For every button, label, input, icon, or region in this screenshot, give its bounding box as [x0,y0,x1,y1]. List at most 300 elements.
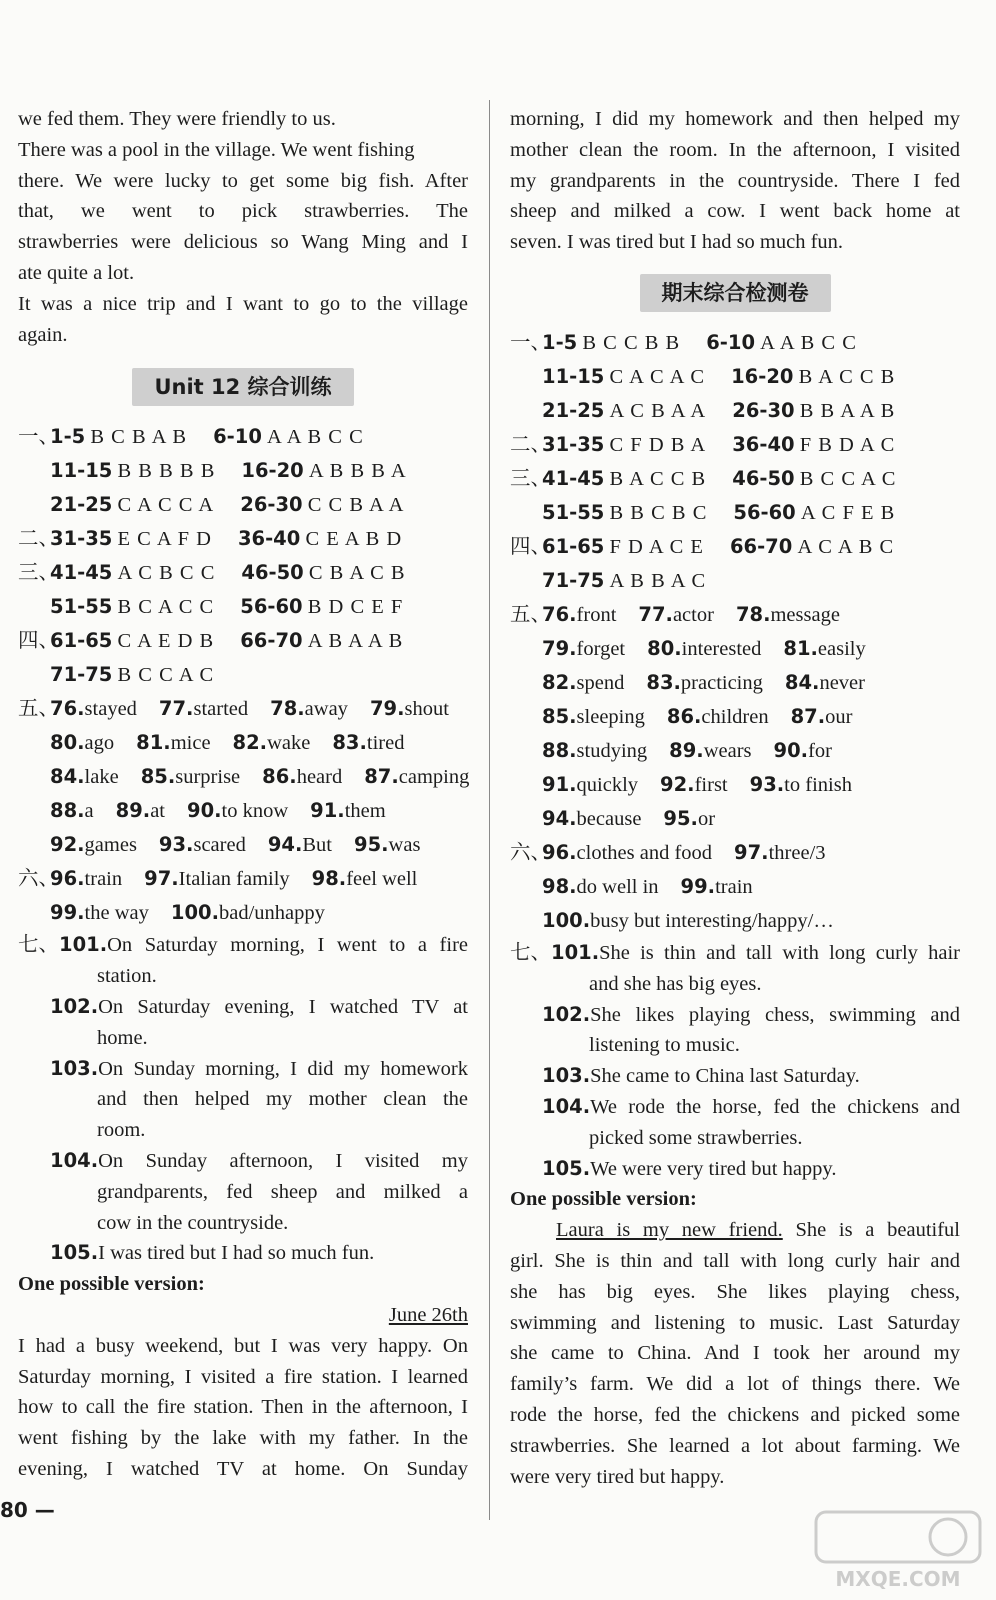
question-number: 80. [647,636,682,660]
sentence-answer [18,1054,468,1146]
question-number: 99. [50,901,85,925]
final-header-wrap [510,274,960,318]
answer-text: She is thin and tall with long curly hair [599,941,960,964]
question-range: 51-55 [50,595,113,619]
answer-text: But [302,834,332,857]
page-number: 80 — [0,1498,55,1522]
answer-row [510,632,960,666]
final-sentences [510,938,960,1184]
question-range: 26-30 [240,493,303,517]
answer-letters: C A C C A [117,494,215,517]
text-line [510,1030,960,1061]
question-number: 76. [542,602,577,626]
text-line: that, we went to pick strawberries. The [18,200,468,223]
section-prefix [18,1177,50,1208]
answer-letters: A A B C C [760,331,857,354]
answer-text: for [808,739,832,762]
answer-letters: F B D A C [799,433,896,456]
section-prefix: 四、 [18,630,59,653]
text-line [18,1115,468,1146]
answer-row [510,326,960,360]
unit12-multiple-choice [18,420,468,692]
answer-letters: B A C C B [609,467,707,490]
text-line: morning, I did my homework and then helped my [510,108,960,130]
answer-text: sleeping [576,705,645,728]
question-number: 94. [542,806,577,830]
answer-row [510,666,960,700]
answer-text: busy but interesting/happy/… [590,909,834,932]
section-prefix: 六、 [18,868,59,891]
question-number [50,961,97,992]
question-range: 16-20 [731,364,794,388]
answer-letters: B C C B B [582,331,681,354]
answer-text: cow in the countryside. [97,1211,289,1234]
answer-text: wears [703,739,752,762]
answer-text: because [576,807,642,830]
question-number: 91. [542,772,577,796]
answer-row [510,768,960,802]
text-line [18,1146,468,1177]
text-line: girl. She is thin and tall with long curly hair and [510,1249,960,1272]
text-line: family’s farm. We did a lot of things there. We [510,1373,960,1396]
question-range: 36-40 [237,527,301,551]
answer-text: Italian family [178,868,290,891]
question-number: 77. [158,697,194,721]
text-line: were very tired but happy. [510,1465,725,1488]
answer-text: feel well [346,868,418,891]
question-number: 85. [140,765,176,789]
answer-text: never [819,671,865,694]
answer-text: On Saturday evening, I watched TV at [98,995,468,1018]
answer-text: games [84,834,137,857]
answer-letters: A B B B A [308,460,407,483]
left-intro-paragraph [18,104,468,350]
answer-letters: A C B C C [117,562,216,585]
question-number: 93. [749,772,785,796]
question-range: 71-75 [542,568,605,592]
section-prefix: 七、 [510,941,551,964]
answer-letters: C A C A C [609,365,706,388]
final-essay [510,1246,960,1492]
text-line: I had a busy weekend, but I was very happy. On [18,1334,468,1357]
answer-text: the way [84,902,149,925]
text-line: Saturday morning, I visited a fire station. I learned [18,1365,468,1388]
question-range: 56-60 [733,500,796,524]
text-line [18,930,468,961]
question-range: 61-65 [50,629,113,653]
text-line: she came to China. And I took her around my [510,1342,960,1365]
text-line: how to call the fire station. Then in the afternoon, I [18,1396,468,1419]
final-version-label: One possible version: [510,1188,697,1211]
essay-date-text: June 26th [388,1303,468,1326]
answer-text: clothes and food [576,841,713,864]
answer-text: a [84,800,94,823]
answer-row [510,496,960,530]
answer-letters: B C C A C [117,664,215,687]
answer-row [18,692,468,726]
sentence-answer [18,930,468,992]
answer-text: listening to music. [589,1034,740,1057]
question-number: 94. [267,833,303,857]
question-number: 105. [542,1156,591,1180]
essay-first-sentence: Laura is my new friend. [556,1219,783,1242]
section-prefix: 五、 [18,698,59,721]
text-line: again. [18,323,68,346]
question-number: 95. [663,806,698,830]
answer-text: On Sunday morning, I did my homework [98,1057,468,1080]
answer-text: We rode the horse, fed the chickens and [590,1095,960,1118]
question-number: 87. [364,765,399,789]
sentence-answer [18,992,468,1054]
answer-text: mice [170,732,211,755]
watermark-logo [814,1510,982,1592]
question-number: 89. [669,738,704,762]
question-number: 102. [50,994,99,1018]
question-number: 80. [50,731,85,755]
answer-text: started [193,698,249,721]
question-number: 96. [542,840,577,864]
section-prefix [18,961,50,992]
answer-text: surprise [175,766,241,789]
answer-text: On Saturday morning, I went to a fire [107,934,468,957]
answer-row [510,836,960,870]
final-multiple-choice [510,326,960,598]
question-number [50,1084,97,1115]
question-range: 6-10 [213,425,262,449]
answer-letters: C F D B A [609,433,707,456]
question-number: 88. [50,799,85,823]
answer-row [510,394,960,428]
section-prefix [18,1115,50,1146]
sentence-answer [510,1000,960,1062]
answer-row [18,590,468,624]
answer-letters: E C A F D [117,528,212,551]
answer-text: On Sunday afternoon, I visited my [98,1149,468,1172]
question-number: 101. [59,933,108,957]
section-prefix [510,1030,542,1061]
text-line: rode the horse, fed the chickens and picked some [510,1403,960,1426]
question-number: 104. [542,1094,591,1118]
question-range: 51-55 [542,500,605,524]
question-number [50,1023,97,1054]
section-prefix [510,1000,542,1031]
section-prefix: 六、 [510,841,551,864]
text-line [18,1238,468,1269]
question-range: 11-15 [50,459,113,483]
question-range: 6-10 [706,330,756,354]
question-number: 90. [773,738,809,762]
question-number: 82. [232,731,268,755]
question-number: 88. [542,738,577,762]
right-intro-paragraph [510,104,960,258]
text-line: ate quite a lot. [18,261,135,284]
question-range: 16-20 [241,459,304,483]
section-prefix: 一、 [510,331,551,354]
answer-letters: A B A A B [307,630,404,653]
question-number: 87. [790,704,826,728]
answer-text: stayed [84,698,137,721]
answer-text: She came to China last Saturday. [590,1065,860,1088]
answer-letters: C E A B D [305,528,403,551]
answer-text: them [344,800,386,823]
answer-row [510,870,960,904]
question-number: 78. [270,697,305,721]
question-range: 26-30 [732,398,795,422]
answer-letters: B B B B B [117,460,216,483]
question-range: 11-15 [542,364,605,388]
sentence-answer [510,1061,960,1092]
answer-letters: A C A B C [797,535,895,558]
answer-text: to finish [784,773,852,796]
question-number: 100. [542,908,591,932]
answer-letters: B C A C C [117,596,215,619]
answer-text: heard [296,766,343,789]
question-number: 76. [50,697,85,721]
answer-text: shout [404,698,449,721]
question-number: 83. [646,670,681,694]
question-range: 61-65 [542,534,605,558]
question-number: 86. [666,704,702,728]
essay-first-rest: She is a beautiful [782,1219,960,1242]
answer-text: camping [398,766,470,789]
question-number: 96. [50,867,85,891]
final-section-title: 期末综合检测卷 [640,274,831,312]
text-line [18,1208,468,1239]
answer-text: our [825,705,853,728]
question-number: 84. [784,670,820,694]
question-number: 98. [542,874,577,898]
text-line [510,1061,960,1092]
answer-letters: B C C A C [799,467,897,490]
answer-row [510,802,960,836]
question-number: 99. [680,874,716,898]
sentence-answer [18,1146,468,1238]
answer-text: I was tired but I had so much fun. [98,1242,375,1265]
text-line: we fed them. They were friendly to us. [18,108,336,130]
question-range: 1-5 [50,425,86,449]
unit12-version-label: One possible version: [18,1273,205,1296]
unit12-sentences [18,930,468,1269]
section-prefix: 七、 [18,934,59,957]
question-number: 97. [734,840,769,864]
answer-text: message [770,603,840,626]
answer-row [18,726,468,760]
section-prefix: 三、 [18,562,59,585]
answer-text: train [715,875,753,898]
answer-row [18,556,468,590]
answer-letters: B B C B C [609,501,708,524]
text-line [510,1123,960,1154]
answer-text: tired [366,732,405,755]
answer-letters: B B A A B [799,399,896,422]
essay-date [18,1300,468,1331]
unit12-section-title: Unit 12 综合训练 [132,368,353,406]
answer-text: at [150,800,165,823]
text-line [18,1054,468,1085]
answer-text: room. [97,1119,146,1142]
section-prefix: 五、 [510,603,551,626]
final-fill-in [510,598,960,938]
question-number: 81. [783,636,818,660]
text-line [510,1215,960,1246]
question-number: 81. [136,731,171,755]
answer-text: lake [84,766,119,789]
text-line [510,938,960,969]
section-prefix [18,1238,50,1269]
text-line: strawberries. She learned a lot about farming. We [510,1434,960,1457]
text-line: mother clean the room. In the afternoon, I visited [510,138,960,161]
answer-letters: A B B A C [609,569,707,592]
answer-text: interested [681,637,762,660]
question-number [542,969,589,1000]
text-line [510,1154,960,1185]
text-line: she has big eyes. She likes playing chess, [510,1280,960,1303]
text-line: my grandparents in the countryside. There I fed [510,169,960,192]
watermark-text: MXQE.COM [835,1567,961,1591]
answer-row [510,564,960,598]
question-range: 41-45 [542,466,605,490]
answer-row [18,794,468,828]
text-line [18,1177,468,1208]
answer-text: first [694,773,728,796]
text-line [18,992,468,1023]
question-range: 46-50 [732,466,795,490]
question-number: 79. [542,636,577,660]
answer-text: bad/unhappy [219,902,325,925]
question-number: 79. [369,697,405,721]
question-number [50,1115,97,1146]
question-range: 36-40 [732,432,795,456]
answer-letters: A C B A A [609,399,707,422]
question-number: 85. [542,704,577,728]
answer-row [510,462,960,496]
answer-letters: C C B A A [307,494,405,517]
question-number: 103. [50,1056,99,1080]
question-range: 21-25 [542,398,605,422]
answer-text: to know [221,800,289,823]
section-prefix [18,1023,50,1054]
answer-letters: B C B A B [90,426,188,449]
answer-text: home. [97,1026,148,1049]
unit12-header-wrap [18,368,468,412]
answer-letters: C B A C B [308,562,406,585]
answer-row [510,530,960,564]
section-prefix [18,1208,50,1239]
answer-text: or [697,807,716,830]
answer-row [510,598,960,632]
answer-letters: C A E D B [117,630,215,653]
question-number: 98. [311,867,347,891]
left-column [18,104,468,1485]
section-prefix [18,1084,50,1115]
answer-row [510,360,960,394]
question-number: 89. [115,799,151,823]
question-number: 84. [50,765,85,789]
answer-text: was [388,834,421,857]
text-line: It was a nice trip and I want to go to the village [18,292,468,315]
section-prefix: 二、 [18,528,59,551]
answer-row [18,522,468,556]
unit12-essay [18,1331,468,1485]
answer-letters: A A B C C [267,426,364,449]
question-number: 92. [50,833,85,857]
question-number: 78. [735,602,771,626]
question-number: 103. [542,1064,591,1088]
section-prefix [510,1154,542,1185]
question-range: 31-35 [50,527,113,551]
text-line: swimming and listening to music. Last Saturday [510,1311,960,1334]
sentence-answer [510,1092,960,1154]
section-prefix [510,1092,542,1123]
answer-text: do well in [576,875,659,898]
text-line [18,961,468,992]
question-range: 31-35 [542,432,605,456]
answer-text: station. [97,965,157,988]
answer-row [18,658,468,692]
section-prefix: 一、 [18,426,59,449]
text-line [18,1023,468,1054]
text-line: there. We were lucky to get some big fish. After [18,169,468,192]
question-number [542,1123,589,1154]
answer-text: easily [817,637,866,660]
answer-text: children [701,705,769,728]
question-number: 83. [332,731,367,755]
answer-text: and she has big eyes. [589,972,762,995]
answer-text: away [304,698,348,721]
answer-text: train [84,868,123,891]
answer-text: and then helped my mother clean the [97,1088,468,1111]
question-number: 104. [50,1148,99,1172]
answer-text: forget [576,637,626,660]
answer-row [510,904,960,938]
unit12-fill-in [18,692,468,930]
text-line: strawberries were delicious so Wang Ming and I [18,231,468,254]
question-range: 41-45 [50,561,113,585]
answer-text: ago [84,732,115,755]
question-number: 101. [551,940,600,964]
question-range: 1-5 [542,330,578,354]
question-number: 82. [542,670,577,694]
right-column [510,104,960,1492]
section-prefix: 四、 [510,535,551,558]
question-number: 95. [354,833,389,857]
answer-text: actor [672,603,714,626]
question-number: 105. [50,1241,99,1265]
answer-row [510,428,960,462]
text-line [510,969,960,1000]
answer-letters: F D A C E [609,535,704,558]
answer-text: spend [576,671,625,694]
answer-text: wake [267,732,311,755]
question-number: 92. [660,772,695,796]
section-prefix [510,1061,542,1092]
question-number: 102. [542,1002,591,1026]
answer-row [510,700,960,734]
answer-row [18,896,468,930]
question-range: 46-50 [241,561,304,585]
question-number: 77. [638,602,673,626]
section-prefix [18,1054,50,1085]
answer-row [18,454,468,488]
answer-text: scared [193,834,246,857]
text-line [510,1000,960,1031]
answer-text: quickly [576,773,639,796]
answer-text: studying [576,739,648,762]
answer-text: picked some strawberries. [589,1126,803,1149]
answer-text: grandparents, fed sheep and milked a [97,1180,468,1203]
question-number: 93. [158,833,194,857]
question-range: 56-60 [240,595,303,619]
